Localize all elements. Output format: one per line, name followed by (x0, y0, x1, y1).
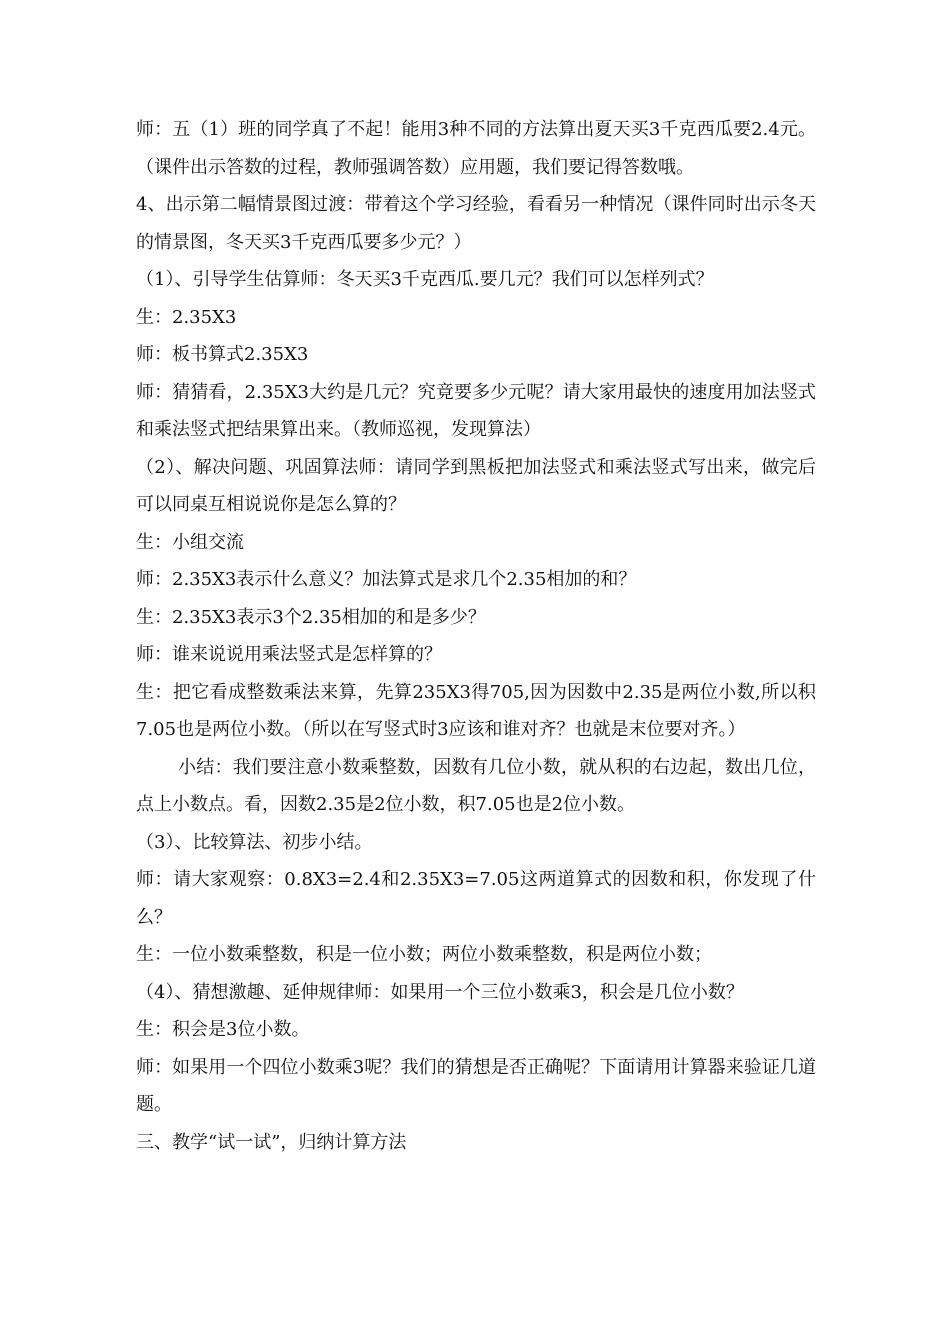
document-body (136, 111, 816, 1161)
paragraph: 生：积会是3位小数。 (136, 1019, 310, 1040)
paragraph: 生：小组交流 (136, 531, 244, 553)
paragraph: 生：把它看成整数乘法来算，先算235X3得705,因为因数中2.35是两位小数,所以积7.05也是两位小数。（所以在写竖式时3应该和谁对齐？也就是末位要对齐。） (136, 681, 816, 740)
paragraph: （1）、引导学生估算师：冬天买3千克西瓜.要几元？我们可以怎样列式？ (136, 269, 714, 290)
paragraph: （2）、解决问题、巩固算法师：请同学到黑板把加法竖式和乘法竖式写出来，做完后可以同桌互相说说你是怎么算的？ (136, 456, 816, 515)
paragraph: （3）、比较算法、初步小结。 (136, 831, 373, 853)
paragraph: 师：谁来说说用乘法竖式是怎样算的？ (136, 644, 442, 665)
paragraph: 师：2.35X3表示什么意义？加法算式是求几个2.35相加的和？ (136, 569, 637, 590)
paragraph: 师：五（1）班的同学真了不起！能用3种不同的方法算出夏天买3千克西瓜要2.4元。（课件出示答数的过程，教师强调答数）应用题，我们要记得答数哦。 (136, 119, 816, 178)
paragraph: 生：一位小数乘整数，积是一位小数；两位小数乘整数，积是两位小数； (136, 944, 712, 965)
paragraph: 4、出示第二幅情景图过渡：带着这个学习经验，看看另一种情况（课件同时出示冬天的情景图，冬天买3千克西瓜要多少元？） (136, 194, 816, 253)
paragraph: 师：猜猜看，2.35X3大约是几元？究竟要多少元呢？请大家用最快的速度用加法竖式和乘法竖式把结果算出来。（教师巡视，发现算法） (136, 381, 816, 440)
section-heading: 三、教学“试一试”，归纳计算方法 (136, 1131, 407, 1153)
paragraph: 生：2.35X3 (136, 306, 237, 328)
paragraph: （4）、猜想激趣、延伸规律师：如果用一个三位小数乘3，积会是几位小数？ (136, 981, 744, 1003)
paragraph: 师：板书算式2.35X3 (136, 344, 309, 365)
paragraph: 生：2.35X3表示3个2.35相加的和是多少？ (136, 606, 486, 628)
paragraph: 师：如果用一个四位小数乘3呢？我们的猜想是否正确呢？下面请用计算器来验证几道题。 (136, 1056, 816, 1115)
paragraph: 师：请大家观察：0.8X3=2.4和2.35X3=7.05这两道算式的因数和积，你发现了什么？ (136, 869, 816, 928)
summary-paragraph: 小结：我们要注意小数乘整数，因数有几位小数，就从积的右边起，数出几位，点上小数点。看，因数2.35是2位小数，积7.05也是2位小数。 (136, 756, 816, 815)
